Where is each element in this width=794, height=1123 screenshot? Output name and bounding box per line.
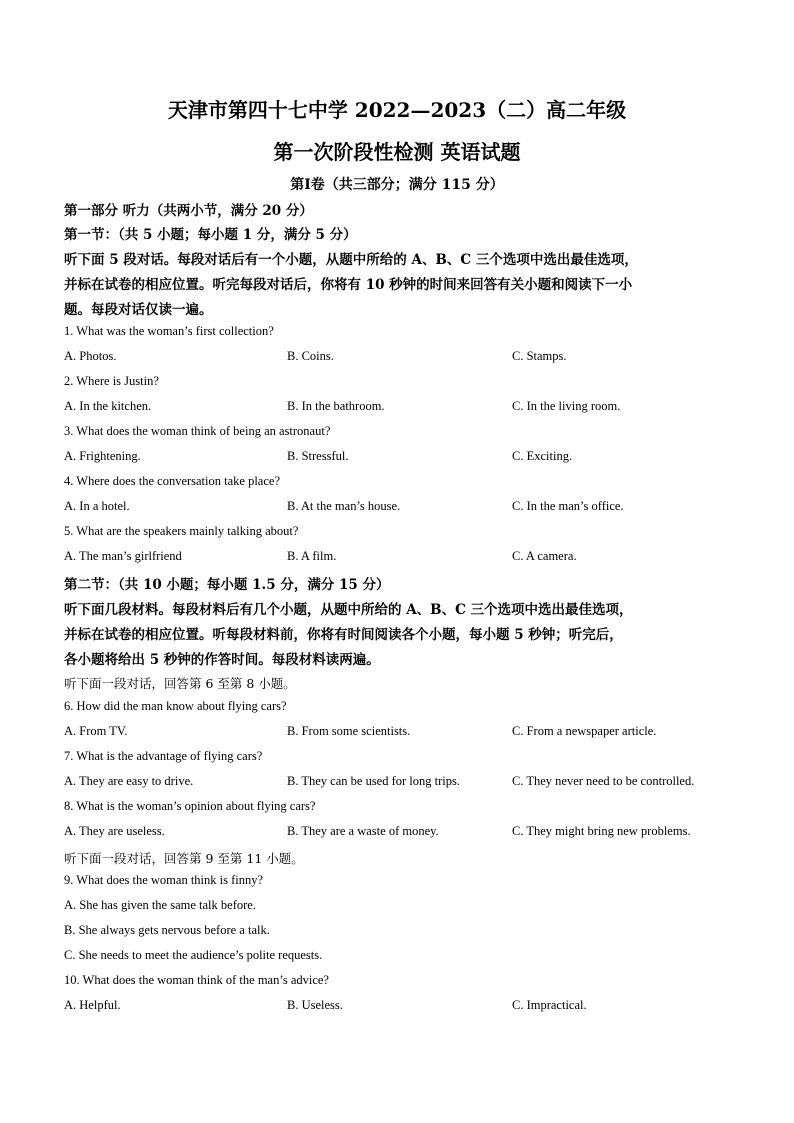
question-text: 5. What are the speakers mainly talking about?	[64, 524, 299, 538]
question-text: 7. What is the advantage of flying cars?	[64, 749, 263, 763]
option-b: B. From some scientists.	[287, 724, 411, 738]
option-a: A. In a hotel.	[64, 499, 130, 513]
option-b: B. In the bathroom.	[287, 399, 385, 413]
option-c: C. They might bring new problems.	[512, 824, 691, 838]
question-text: 1. What was the woman’s first collection?	[64, 324, 274, 338]
question-text: 10. What does the woman think of the man’s advice?	[64, 973, 329, 987]
dialogue-intro: 听下面一段对话，回答第 9 至第 11 小题。	[64, 851, 304, 866]
section2-instruction: 听下面几段材料。每段材料后有几个小题，从题中所给的 A、B、C 三个选项中选出最佳选项，	[64, 602, 633, 618]
question-text: 9. What does the woman think is finny?	[64, 873, 264, 887]
section2-instruction: 并标在试卷的相应位置。听每段材料前，你将有时间阅读各个小题，每小题 5 秒钟；听完后，	[64, 627, 623, 643]
option-c: C. Impractical.	[512, 998, 587, 1012]
option-a: A. She has given the same talk before.	[64, 898, 256, 912]
option-b: B. Coins.	[287, 349, 334, 363]
option-b: B. They are a waste of money.	[287, 824, 439, 838]
option-a: A. Helpful.	[64, 998, 121, 1012]
option-c: C. In the man’s office.	[512, 499, 624, 513]
option-c: C. A camera.	[512, 549, 577, 563]
section1-instruction: 题。每段对话仅读一遍。	[64, 302, 213, 318]
dialogue-intro: 听下面一段对话，回答第 6 至第 8 小题。	[64, 676, 296, 691]
option-c: C. In the living room.	[512, 399, 621, 413]
question-text: 2. Where is Justin?	[64, 374, 159, 388]
option-a: A. The man’s girlfriend	[64, 549, 182, 563]
option-c: C. Exciting.	[512, 449, 573, 463]
option-a: A. They are easy to drive.	[64, 774, 194, 788]
option-a: A. From TV.	[64, 724, 128, 738]
option-a: A. They are useless.	[64, 824, 165, 838]
section1-instruction: 并标在试卷的相应位置。听完每段对话后，你将有 10 秒钟的时间来回答有关小题和阅读下一小	[64, 277, 633, 293]
question-text: 4. Where does the conversation take place?	[64, 474, 280, 488]
option-c: C. From a newspaper article.	[512, 724, 657, 738]
section1-instruction: 听下面 5 段对话。每段对话后有一个小题，从题中所给的 A、B、C 三个选项中选出最佳选项，	[64, 252, 638, 268]
question-text: 3. What does the woman think of being an astronaut?	[64, 424, 331, 438]
question-text: 8. What is the woman’s opinion about flying cars?	[64, 799, 316, 813]
question-text: 6. How did the man know about flying cars?	[64, 699, 287, 713]
option-b: B. She always gets nervous before a talk.	[64, 923, 270, 937]
part1-heading: 第一部分 听力（共两小节，满分 20 分）	[64, 203, 313, 219]
option-c: C. Stamps.	[512, 349, 567, 363]
option-c: C. She needs to meet the audience’s polite requests.	[64, 948, 323, 962]
option-a: A. Frightening.	[64, 449, 141, 463]
volume-info: 第Ⅰ卷（共三部分；满分 115 分）	[290, 177, 504, 193]
exam-title: 天津市第四十七中学 2022—2023（二）高二年级	[167, 98, 627, 122]
option-b: B. Stressful.	[287, 449, 349, 463]
section2-instruction: 各小题将给出 5 秒钟的作答时间。每段材料读两遍。	[64, 652, 380, 668]
option-b: B. Useless.	[287, 998, 343, 1012]
option-b: B. They can be used for long trips.	[287, 774, 460, 788]
exam-subtitle: 第一次阶段性检测 英语试题	[273, 140, 521, 164]
section1-heading: 第一节：（共 5 小题；每小题 1 分，满分 5 分）	[64, 227, 357, 243]
option-b: B. A film.	[287, 549, 337, 563]
option-a: A. In the kitchen.	[64, 399, 152, 413]
option-b: B. At the man’s house.	[287, 499, 401, 513]
option-c: C. They never need to be controlled.	[512, 774, 695, 788]
section2-heading: 第二节：（共 10 小题；每小题 1.5 分，满分 15 分）	[64, 577, 390, 593]
option-a: A. Photos.	[64, 349, 117, 363]
